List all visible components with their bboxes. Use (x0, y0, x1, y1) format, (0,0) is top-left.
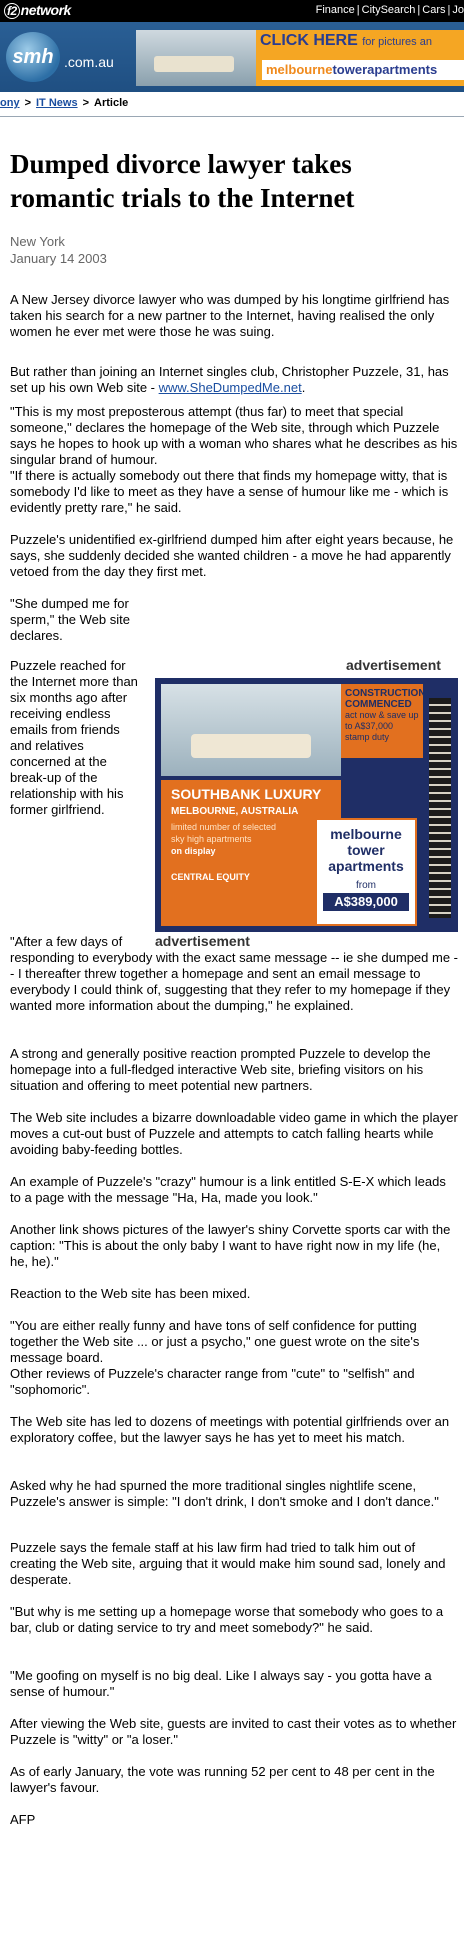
article-paragraph: "She dumped me for sperm," the Web site declares. (10, 596, 130, 643)
banner-click-here: CLICK HERE for pictures an (260, 32, 432, 49)
article-paragraph: "You are either really funny and have tons of self confidence for putting together the Web site ... or just a psycho," one guest wrote on the site's message board. (10, 1318, 420, 1365)
smh-logo[interactable]: smh (6, 32, 60, 82)
article-source: AFP (10, 1812, 36, 1827)
article-paragraph: Puzzele says the female staff at his law firm had tried to talk him out of creating the Web site, arguing that it would make him sound sad, lonely and desperate. (10, 1540, 446, 1587)
article-location: New York (10, 234, 65, 249)
article-paragraph: The Web site includes a bizarre downloadable video game in which the player moves a cut-out bust of Puzzele and attempts to catch falling hearts while avoiding baby-feeding bottles. (10, 1110, 458, 1157)
shedumpedme-link[interactable]: www.SheDumpedMe.net (158, 380, 302, 395)
article-paragraph: "If there is actually somebody out there that finds my homepage witty, that is somebody I'd like to meet as they have a sense of humour like me - which is evidently pretty rare," he said. (10, 468, 449, 515)
nav-citysearch[interactable]: CitySearch (361, 4, 416, 16)
header-banner-ad[interactable] (136, 30, 464, 86)
ad-line: on display (171, 846, 216, 856)
article-paragraph: "After a few days of (10, 934, 123, 949)
article-paragraph: As of early January, the vote was running 52 per cent to 48 per cent in the lawyer's favour. (10, 1764, 435, 1795)
article-paragraph: "This is my most preposterous attempt (thus far) to meet that special someone," declares the homepage of the Web site, through which Puzzele says he hopes to hook up with a woman who shares what he describes as his singular brand of humour. (10, 404, 458, 467)
ad-price: A$389,000 (323, 893, 409, 911)
breadcrumb-it-news[interactable]: IT News (36, 97, 78, 109)
article-paragraph: A strong and generally positive reaction prompted Puzzele to develop the homepage into a full-fledged interactive Web site, briefing visitors on his situation and offering to meet potential new partners. (10, 1046, 431, 1093)
nav-jobs[interactable]: Jo (452, 4, 464, 16)
smh-domain: .com.au (64, 54, 114, 70)
breadcrumb-technology[interactable]: ony (0, 97, 20, 109)
top-bar (0, 0, 464, 22)
article-headline: Dumped divorce lawyer takes romantic trials to the Internet (10, 149, 355, 213)
ad-tower-image (429, 698, 451, 918)
nav-cars[interactable]: Cars (422, 4, 446, 16)
ad-construction-box: CONSTRUCTION COMMENCED act now & save up to A$37,000 stamp duty (341, 684, 423, 758)
southbank-advert[interactable] (155, 678, 458, 932)
article-paragraph: Another link shows pictures of the lawyer's shiny Corvette sports car with the caption: "This is about the only baby I want to have right now in my life (he, he, he)." (10, 1222, 451, 1269)
article-paragraph: Puzzele's unidentified ex-girlfriend dumped him after eight years because, he says, she suddenly decided she wanted children - a move he had apparently vetoed from the day they first met. (10, 532, 454, 579)
ad-developer: CENTRAL EQUITY (171, 872, 250, 882)
breadcrumb-current: Article (94, 97, 129, 109)
ad-apartment-photo (161, 684, 341, 776)
article-paragraph: An example of Puzzele's "crazy" humour is a link entitled S-E-X which leads to a page with the message "Ha, Ha, made you look." (10, 1174, 446, 1205)
article-paragraph: Asked why he had spurned the more traditional singles nightlife scene, Puzzele's answer is simple: "I don't drink, I don't smoke and I don't dance." (10, 1478, 439, 1509)
article-paragraph: The Web site has led to dozens of meetings with potential girlfriends over an exploratory coffee, but the lawyer says he has yet to meet his match. (10, 1414, 450, 1445)
article-paragraph: But rather than joining an Internet singles club, Christopher Puzzele, 31, has set up his own Web site - www.SheDumpedMe.net. (10, 364, 449, 395)
ad-label-top: advertisement (346, 657, 441, 673)
ad-subtitle: MELBOURNE, AUSTRALIA (171, 806, 299, 817)
ad-title: SOUTHBANK LUXURY (171, 786, 322, 802)
article-paragraph: After viewing the Web site, guests are invited to cast their votes as to whether Puzzele is "witty" or "a loser." (10, 1716, 457, 1747)
f2-logo-text: network (20, 2, 71, 18)
article-paragraph: Other reviews of Puzzele's character range from "cute" to "selfish" and "sophomoric". (10, 1366, 415, 1397)
nav-finance[interactable]: Finance (315, 4, 355, 16)
ad-line: limited number of selected (171, 822, 277, 832)
site-header (0, 22, 464, 92)
banner-site-name: melbournetowerapartments (262, 60, 464, 80)
article-dateline (10, 233, 107, 267)
ad-brand-box: melbourne tower apartments from A$389,000 (315, 818, 417, 926)
f2-logo-mark: f2 (4, 3, 20, 19)
network-nav: Finance | CitySearch | Cars | Jo (315, 4, 464, 16)
article-paragraph: "But why is me setting up a homepage worse that somebody who goes to a bar, club or dating service to try and meet somebody?" he said. (10, 1604, 444, 1635)
article-paragraph: Puzzele reached for the Internet more than six months ago after receiving endless emails from friends and relatives concerned at the break-up of the relationship with his former girlfriend. (10, 658, 138, 817)
banner-photo (136, 30, 256, 86)
breadcrumb: ony > IT News > Article (0, 97, 129, 109)
article-paragraph: Reaction to the Web site has been mixed. (10, 1286, 251, 1301)
article-paragraph: A New Jersey divorce lawyer who was dumped by his longtime girlfriend has taken his search for a new partner to the Internet, having realised the only women he ever met were those he was suing. (10, 292, 450, 339)
article-date: January 14 2003 (10, 251, 107, 266)
ad-label-bottom: advertisement (155, 933, 250, 949)
article-paragraph: responding to everybody with the exact same message -- ie she dumped me -- I thereafter threw together a homepage and sent an email message to everybody I could think of, suggesting that they refer to my homepage if they wanted more information about the dumping," he explained. (10, 950, 459, 1013)
f2-network-logo[interactable] (4, 2, 71, 18)
header-divider (0, 116, 464, 117)
ad-line: sky high apartments (171, 834, 252, 844)
article-paragraph: "Me goofing on myself is no big deal. Like I always say - you gotta have a sense of humour." (10, 1668, 432, 1699)
